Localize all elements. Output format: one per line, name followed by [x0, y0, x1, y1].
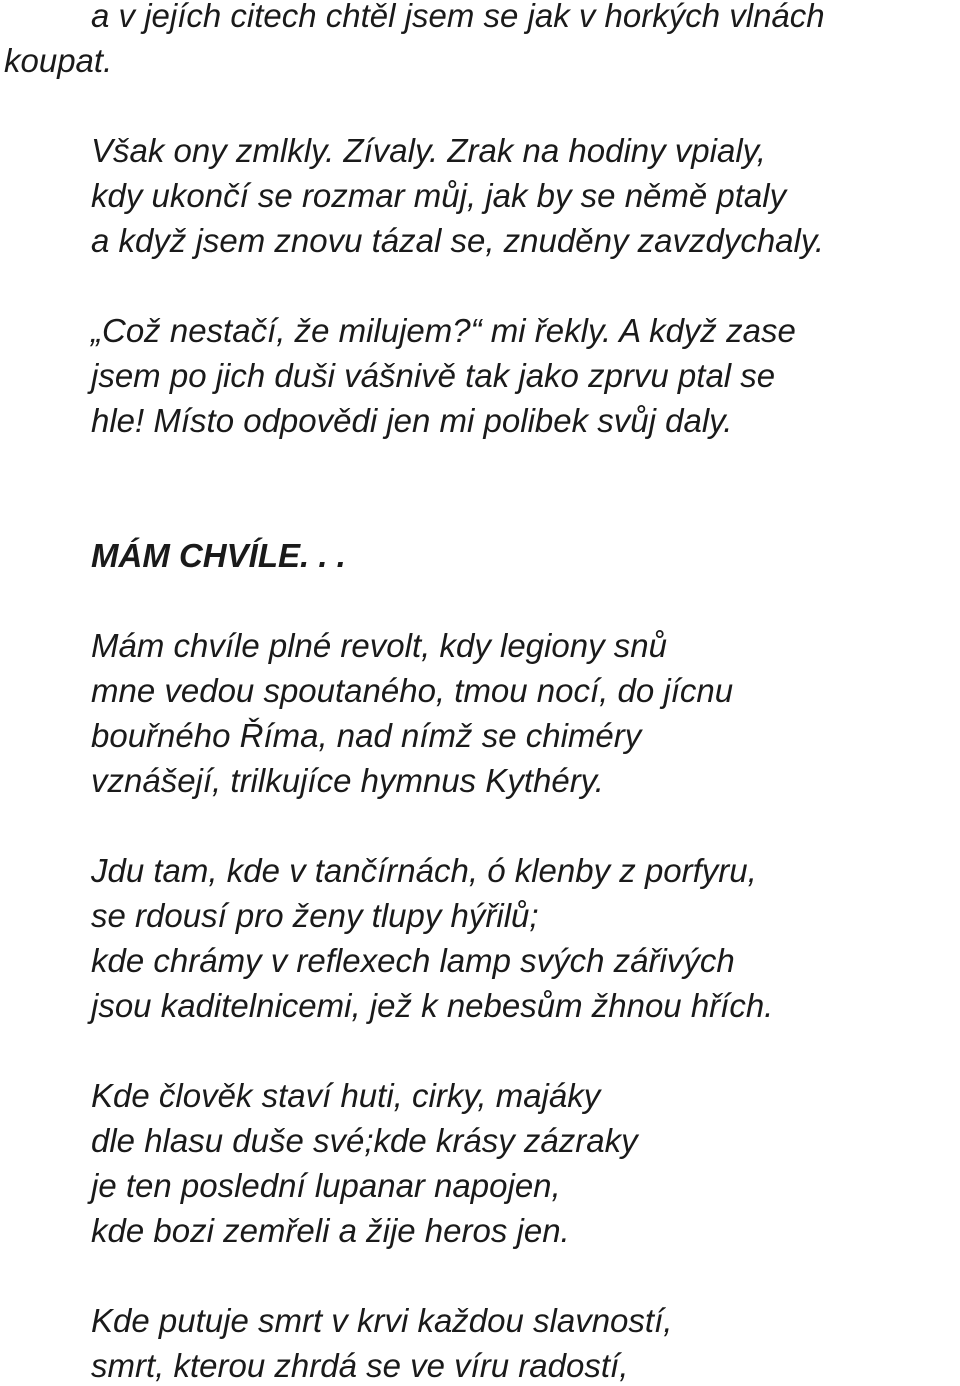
poem-line: a v jejích citech chtěl jsem se jak v horkých vlnách	[91, 0, 825, 34]
poem-line: kdy ukončí se rozmar můj, jak by se němě ptaly	[91, 177, 787, 214]
poem-line: dle hlasu duše své;kde krásy zázraky	[91, 1122, 638, 1159]
poem-line: Mám chvíle plné revolt, kdy legiony snů	[91, 627, 667, 664]
poem-line: jsem po jich duši vášnivě tak jako zprvu ptal se	[91, 357, 776, 394]
poem-line: Jdu tam, kde v tančírnách, ó klenby z porfyru,	[91, 852, 757, 889]
poem-line: bouřného Říma, nad nímž se chiméry	[91, 717, 642, 754]
poem-line: jsou kaditelnicemi, jež k nebesům žhnou hřích.	[91, 987, 774, 1024]
poem-line: a když jsem znovu tázal se, znuděny zavzdychaly.	[91, 222, 825, 259]
poem-line: je ten poslední lupanar napojen,	[91, 1167, 561, 1204]
poem-line: vznášejí, trilkujíce hymnus Kythéry.	[91, 762, 604, 799]
poem-line: kde bozi zemřeli a žije heros jen.	[91, 1212, 570, 1249]
poem-line: Kde člověk staví huti, cirky, majáky	[91, 1077, 601, 1114]
poem-line: Však ony zmlkly. Zívaly. Zrak na hodiny vpialy,	[91, 132, 766, 169]
poem-line: se rdousí pro ženy tlupy hýřilů;	[91, 897, 539, 934]
poem-title: MÁM CHVÍLE. . .	[91, 537, 346, 574]
poem-line: kde chrámy v reflexech lamp svých zářivých	[91, 942, 735, 979]
poem-line: „Což nestačí, že milujem?“ mi řekly. A když zase	[91, 312, 796, 349]
poem-line: koupat.	[4, 42, 113, 79]
poem-line: smrt, kterou zhrdá se ve víru radostí,	[91, 1347, 629, 1384]
poem-line: Kde putuje smrt v krvi každou slavností,	[91, 1302, 673, 1339]
poem-line: hle! Místo odpovědi jen mi polibek svůj daly.	[91, 402, 733, 439]
poem-line: mne vedou spoutaného, tmou nocí, do jícnu	[91, 672, 734, 709]
